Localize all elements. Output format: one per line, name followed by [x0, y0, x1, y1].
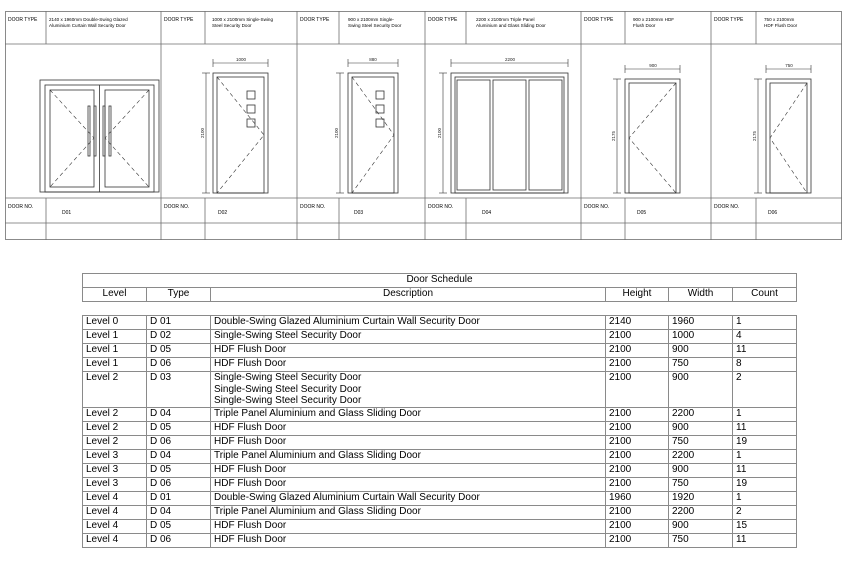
- table-row: [83, 533, 797, 547]
- cell-height: 2100: [606, 463, 669, 477]
- cell-level: Level 3: [83, 463, 147, 477]
- cell-description: HDF Flush Door: [211, 519, 606, 533]
- column-header-type: Type: [147, 288, 211, 302]
- door-type-label: DOOR TYPE: [428, 17, 458, 23]
- cell-description: Triple Panel Aluminium and Glass Sliding Door: [211, 449, 606, 463]
- cell-height: 2100: [606, 435, 669, 449]
- cell-width: 750: [669, 477, 733, 491]
- d04-height-dim: 2100: [437, 127, 442, 139]
- cell-description: Triple Panel Aluminium and Glass Sliding Door: [211, 505, 606, 519]
- cell-type: D 06: [147, 358, 211, 372]
- cell-description: Double-Swing Glazed Aluminium Curtain Wall Security Door: [211, 316, 606, 330]
- d03-height-dim: 2100: [334, 127, 339, 139]
- cell-level: Level 1: [83, 344, 147, 358]
- cell-count: 8: [733, 358, 797, 372]
- d02-width-dim: 1000: [235, 57, 247, 62]
- table-row: [83, 358, 797, 372]
- d05-height-dim: 2175: [611, 130, 616, 142]
- cell-width: 750: [669, 533, 733, 547]
- cell-level: Level 2: [83, 407, 147, 421]
- cell-height: 2100: [606, 344, 669, 358]
- cell-count: 2: [733, 372, 797, 408]
- cell-type: D 04: [147, 407, 211, 421]
- cell-count: 1: [733, 407, 797, 421]
- cell-height: 2100: [606, 330, 669, 344]
- cell-height: 2100: [606, 372, 669, 408]
- door-elevation-d05: [613, 65, 680, 193]
- cell-level: Level 1: [83, 358, 147, 372]
- door-type-description: 900 x 2100mm HDF Flush Door: [633, 17, 675, 28]
- cell-width: 2200: [669, 407, 733, 421]
- cell-width: 900: [669, 463, 733, 477]
- table-row: [83, 519, 797, 533]
- cell-height: 2100: [606, 407, 669, 421]
- table-row: [83, 491, 797, 505]
- cell-description: Double-Swing Glazed Aluminium Curtain Wall Security Door: [211, 491, 606, 505]
- cell-height: 2100: [606, 533, 669, 547]
- cell-level: Level 4: [83, 519, 147, 533]
- cell-height: 2100: [606, 449, 669, 463]
- cell-description: Single-Swing Steel Security Door: [211, 330, 606, 344]
- cell-level: Level 0: [83, 316, 147, 330]
- cell-width: 1960: [669, 316, 733, 330]
- cell-count: 1: [733, 491, 797, 505]
- cell-width: 2200: [669, 505, 733, 519]
- cell-count: 4: [733, 330, 797, 344]
- table-row: [83, 372, 797, 408]
- door-type-description: 900 x 2100mm Single- Swing Steel Security Door: [348, 17, 402, 28]
- cell-count: 19: [733, 477, 797, 491]
- d03-width-dim: 880: [369, 57, 377, 62]
- cell-description: HDF Flush Door: [211, 463, 606, 477]
- schedule-gap-cell: [83, 302, 797, 316]
- cell-height: 2140: [606, 316, 669, 330]
- schedule-title: Door Schedule: [83, 274, 797, 288]
- cell-level: Level 4: [83, 491, 147, 505]
- cell-level: Level 4: [83, 533, 147, 547]
- cell-type: D 05: [147, 344, 211, 358]
- cell-count: 11: [733, 463, 797, 477]
- cell-width: 900: [669, 344, 733, 358]
- column-header-level: Level: [83, 288, 147, 302]
- d06-width-dim: 750: [785, 63, 793, 68]
- cell-level: Level 2: [83, 421, 147, 435]
- door-type-label: DOOR TYPE: [584, 17, 614, 23]
- cell-description: HDF Flush Door: [211, 421, 606, 435]
- cell-count: 2: [733, 505, 797, 519]
- cell-description: HDF Flush Door: [211, 533, 606, 547]
- cell-height: 2100: [606, 519, 669, 533]
- table-row: [83, 435, 797, 449]
- door-elevation-d06: [754, 65, 811, 193]
- cell-description: HDF Flush Door: [211, 344, 606, 358]
- cell-type: D 06: [147, 533, 211, 547]
- door-no-label: DOOR NO.: [428, 204, 454, 210]
- table-row: [83, 407, 797, 421]
- door-type-sheet: [5, 11, 842, 240]
- cell-count: 19: [733, 435, 797, 449]
- cell-level: Level 3: [83, 449, 147, 463]
- cell-width: 750: [669, 358, 733, 372]
- d06-height-dim: 2175: [752, 130, 757, 142]
- door-no-label: DOOR NO.: [584, 204, 610, 210]
- cell-count: 1: [733, 316, 797, 330]
- door-type-description: 750 x 2100mm HDF Flush Door: [764, 17, 798, 28]
- table-row: [83, 330, 797, 344]
- cell-count: 11: [733, 421, 797, 435]
- cell-width: 2200: [669, 449, 733, 463]
- cell-type: D 05: [147, 463, 211, 477]
- cell-level: Level 4: [83, 505, 147, 519]
- cell-description: Triple Panel Aluminium and Glass Sliding Door: [211, 407, 606, 421]
- cell-height: 2100: [606, 477, 669, 491]
- door-elevation-d03: [336, 59, 398, 193]
- door-elevation-d01: [40, 80, 159, 192]
- cell-type: D 06: [147, 435, 211, 449]
- cell-description: HDF Flush Door: [211, 477, 606, 491]
- door-number: D06: [768, 210, 778, 216]
- table-row: [83, 449, 797, 463]
- cell-height: 2100: [606, 421, 669, 435]
- cell-description: HDF Flush Door: [211, 435, 606, 449]
- door-type-description: 2200 x 2100mm Triple Panel Aluminium and Glass Sliding Door: [476, 17, 546, 28]
- table-row: [83, 463, 797, 477]
- door-type-description: 1000 x 2100mm Single-Swing Steel Security Door: [212, 17, 274, 28]
- door-schedule-table: [82, 273, 797, 548]
- cell-count: 15: [733, 519, 797, 533]
- cell-height: 2100: [606, 505, 669, 519]
- cell-count: 11: [733, 344, 797, 358]
- cell-width: 750: [669, 435, 733, 449]
- cell-level: Level 2: [83, 435, 147, 449]
- cell-type: D 02: [147, 330, 211, 344]
- door-no-label: DOOR NO.: [8, 204, 34, 210]
- door-elevation-d02: [202, 59, 268, 193]
- cell-type: D 05: [147, 421, 211, 435]
- door-type-label: DOOR TYPE: [164, 17, 194, 23]
- door-type-label: DOOR TYPE: [714, 17, 744, 23]
- door-type-description: 2140 x 1960mm Double-Swing Glazed Aluminium Curtain Wall Security Door: [49, 17, 128, 28]
- door-number: D02: [218, 210, 228, 216]
- door-no-label: DOOR NO.: [300, 204, 326, 210]
- door-elevation-d04: [439, 59, 568, 193]
- column-header-count: Count: [733, 288, 797, 302]
- cell-count: 11: [733, 533, 797, 547]
- table-row: [83, 316, 797, 330]
- door-number: D04: [482, 210, 492, 216]
- cell-width: 900: [669, 519, 733, 533]
- d05-width-dim: 900: [649, 63, 657, 68]
- door-type-label: DOOR TYPE: [8, 17, 38, 23]
- table-row: [83, 477, 797, 491]
- cell-description: HDF Flush Door: [211, 358, 606, 372]
- cell-type: D 04: [147, 505, 211, 519]
- cell-count: 1: [733, 449, 797, 463]
- cell-type: D 03: [147, 372, 211, 408]
- cell-level: Level 2: [83, 372, 147, 408]
- door-no-label: DOOR NO.: [714, 204, 740, 210]
- cell-description: Single-Swing Steel Security Door Single-Swing Steel Security Door Single-Swing Steel Security Door: [211, 372, 606, 408]
- table-row: [83, 421, 797, 435]
- door-number: D03: [354, 210, 364, 216]
- cell-width: 1000: [669, 330, 733, 344]
- d04-width-dim: 2200: [504, 57, 516, 62]
- column-header-description: Description: [211, 288, 606, 302]
- door-schedule: [82, 273, 796, 548]
- cell-type: D 05: [147, 519, 211, 533]
- door-type-label: DOOR TYPE: [300, 17, 330, 23]
- door-number: D05: [637, 210, 647, 216]
- cell-type: D 06: [147, 477, 211, 491]
- cell-width: 900: [669, 421, 733, 435]
- column-header-height: Height: [606, 288, 669, 302]
- cell-width: 900: [669, 372, 733, 408]
- column-header-width: Width: [669, 288, 733, 302]
- cell-height: 2100: [606, 358, 669, 372]
- cell-width: 1920: [669, 491, 733, 505]
- door-number: D01: [62, 210, 72, 216]
- schedule-gap-row: [83, 302, 797, 316]
- cell-type: D 01: [147, 491, 211, 505]
- cell-type: D 01: [147, 316, 211, 330]
- cell-level: Level 3: [83, 477, 147, 491]
- cell-level: Level 1: [83, 330, 147, 344]
- door-no-label: DOOR NO.: [164, 204, 190, 210]
- table-row: [83, 505, 797, 519]
- d02-height-dim: 2100: [200, 127, 205, 139]
- cell-type: D 04: [147, 449, 211, 463]
- table-row: [83, 344, 797, 358]
- cell-height: 1960: [606, 491, 669, 505]
- schedule-rows: [83, 302, 797, 548]
